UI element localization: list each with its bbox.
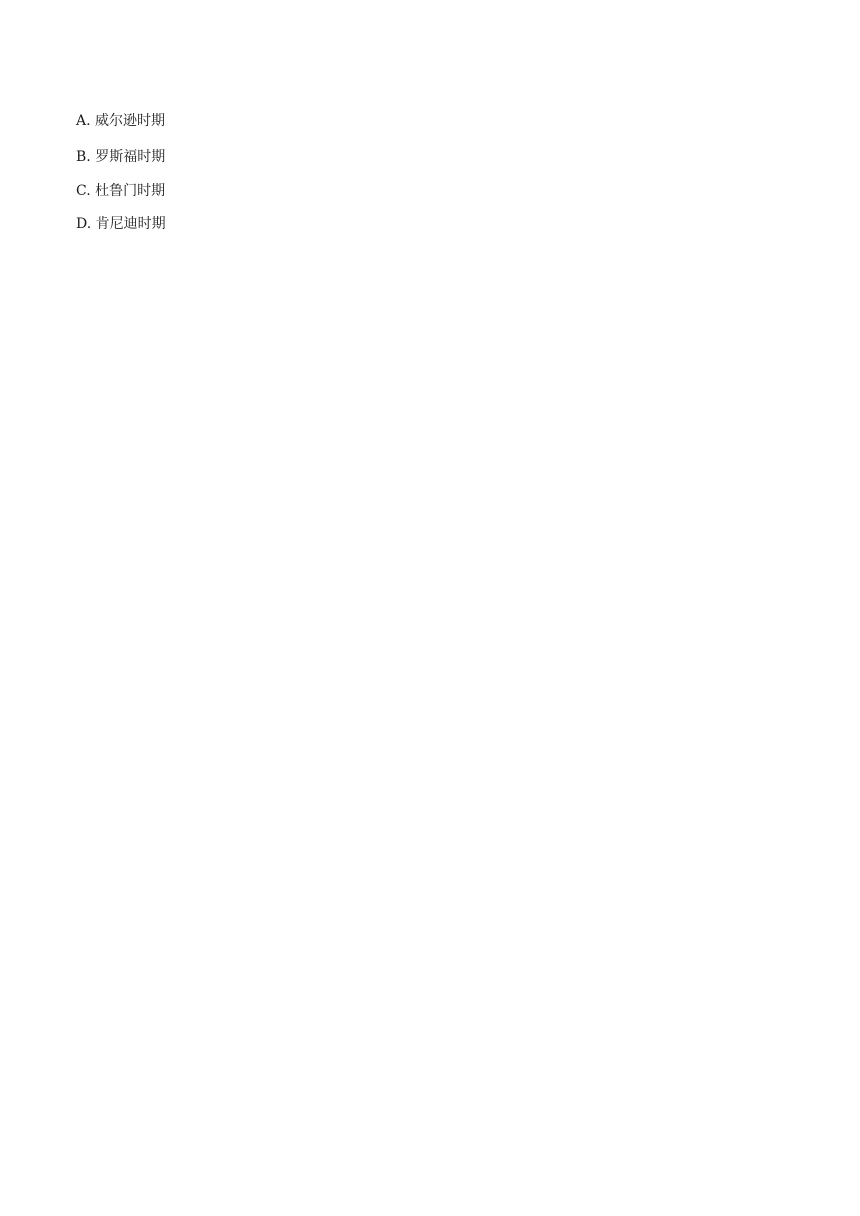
option-a: A. 威尔逊时期 [76, 113, 166, 129]
option-b: B. 罗斯福时期 [76, 149, 166, 165]
option-d: D. 肯尼迪时期 [76, 216, 166, 232]
option-c: C. 杜鲁门时期 [76, 183, 166, 199]
